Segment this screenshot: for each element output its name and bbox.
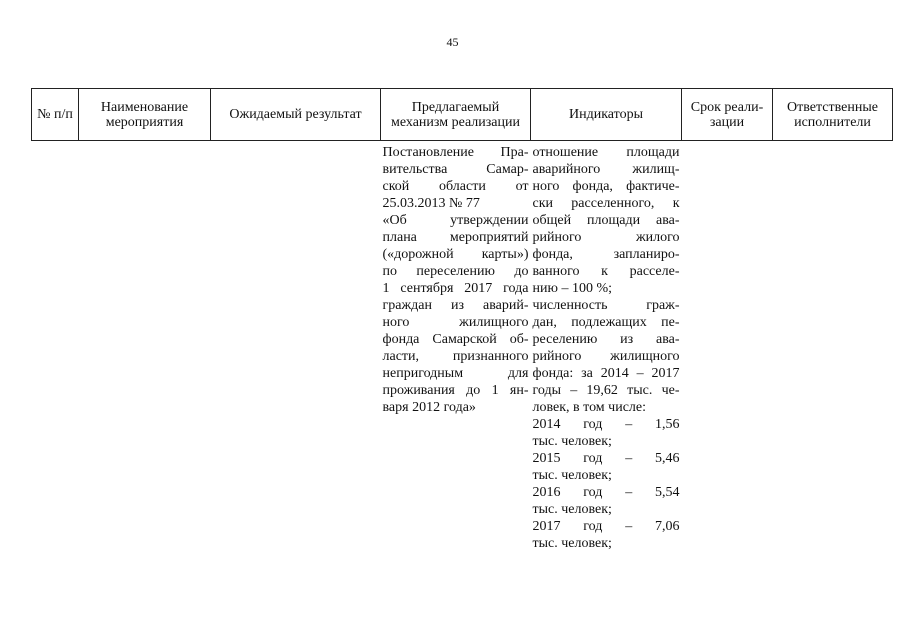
mechanism-line: непригодным для [382, 366, 529, 381]
indicator-line: тыс. человек; [532, 468, 612, 483]
cell-name [79, 141, 211, 553]
mechanism-line: фонда Самарской об- [382, 332, 529, 347]
mechanism-line: «Об утверждении [382, 213, 529, 228]
indicator-line: 2016 год – 5,54 [532, 485, 680, 500]
cell-term [682, 141, 773, 553]
indicator-line: общей площади ава- [532, 213, 680, 228]
cell-mechanism [381, 141, 531, 553]
indicator-line: ванного к расселе- [532, 264, 680, 279]
indicator-line: нию – 100 %; [532, 281, 612, 296]
indicator-line: фонда: за 2014 – 2017 [532, 366, 680, 381]
cell-result [211, 141, 381, 553]
header-row [32, 89, 893, 141]
cell-num [32, 141, 79, 553]
mechanism-line: плана мероприятий [382, 230, 529, 245]
cell-indicators [531, 141, 682, 553]
measures-table [31, 88, 893, 552]
mechanism-line: проживания до 1 ян- [382, 383, 529, 398]
indicator-line: отношение площади [532, 145, 680, 160]
page-number: 45 [446, 35, 459, 49]
header-indicators: Индикаторы [531, 89, 682, 141]
header-result: Ожидаемый результат [211, 89, 381, 141]
indicator-line: тыс. человек; [532, 502, 612, 517]
indicator-line: 2017 год – 7,06 [532, 519, 680, 534]
mechanism-line: ской области от [382, 179, 529, 194]
mechanism-line: ласти, признанного [382, 349, 529, 364]
mechanism-line: ного жилищного [382, 315, 529, 330]
mechanism-line: Постановление Пра- [382, 145, 529, 160]
indicator-line: тыс. человек; [532, 536, 612, 551]
mechanism-line: 25.03.2013 № 77 [382, 196, 480, 211]
cell-executors [773, 141, 893, 553]
mechanism-line: по переселению до [382, 264, 529, 279]
indicator-line: дан, подлежащих пе- [532, 315, 680, 330]
indicator-line: численность граж- [532, 298, 680, 313]
indicator-line: реселению из ава- [532, 332, 680, 347]
header-num: № п/п [32, 89, 79, 141]
indicator-line: фонда, запланиро- [532, 247, 680, 262]
indicator-line: годы – 19,62 тыс. че- [532, 383, 680, 398]
header-term: Срок реали-зации [682, 89, 773, 141]
indicator-line: 2015 год – 5,46 [532, 451, 680, 466]
table-row [32, 141, 893, 553]
header-name: Наименование мероприятия [79, 89, 211, 141]
indicator-line: тыс. человек; [532, 434, 612, 449]
indicator-line: аварийного жилищ- [532, 162, 680, 177]
mechanism-line: граждан из аварий- [382, 298, 529, 313]
mechanism-line: («дорожной карты») [382, 247, 529, 262]
mechanism-line: варя 2012 года» [382, 400, 476, 415]
indicator-line: ловек, в том числе: [532, 400, 647, 415]
indicator-line: ного фонда, фактиче- [532, 179, 680, 194]
indicator-line: ски расселенного, к [532, 196, 680, 211]
indicator-line: рийного жилищного [532, 349, 680, 364]
indicator-line: рийного жилого [532, 230, 680, 245]
header-mechanism: Предлагаемый механизм реализации [381, 89, 531, 141]
mechanism-line: 1 сентября 2017 года [382, 281, 529, 296]
header-executors: Ответственные исполнители [773, 89, 893, 141]
indicator-line: 2014 год – 1,56 [532, 417, 680, 432]
mechanism-line: вительства Самар- [382, 162, 529, 177]
